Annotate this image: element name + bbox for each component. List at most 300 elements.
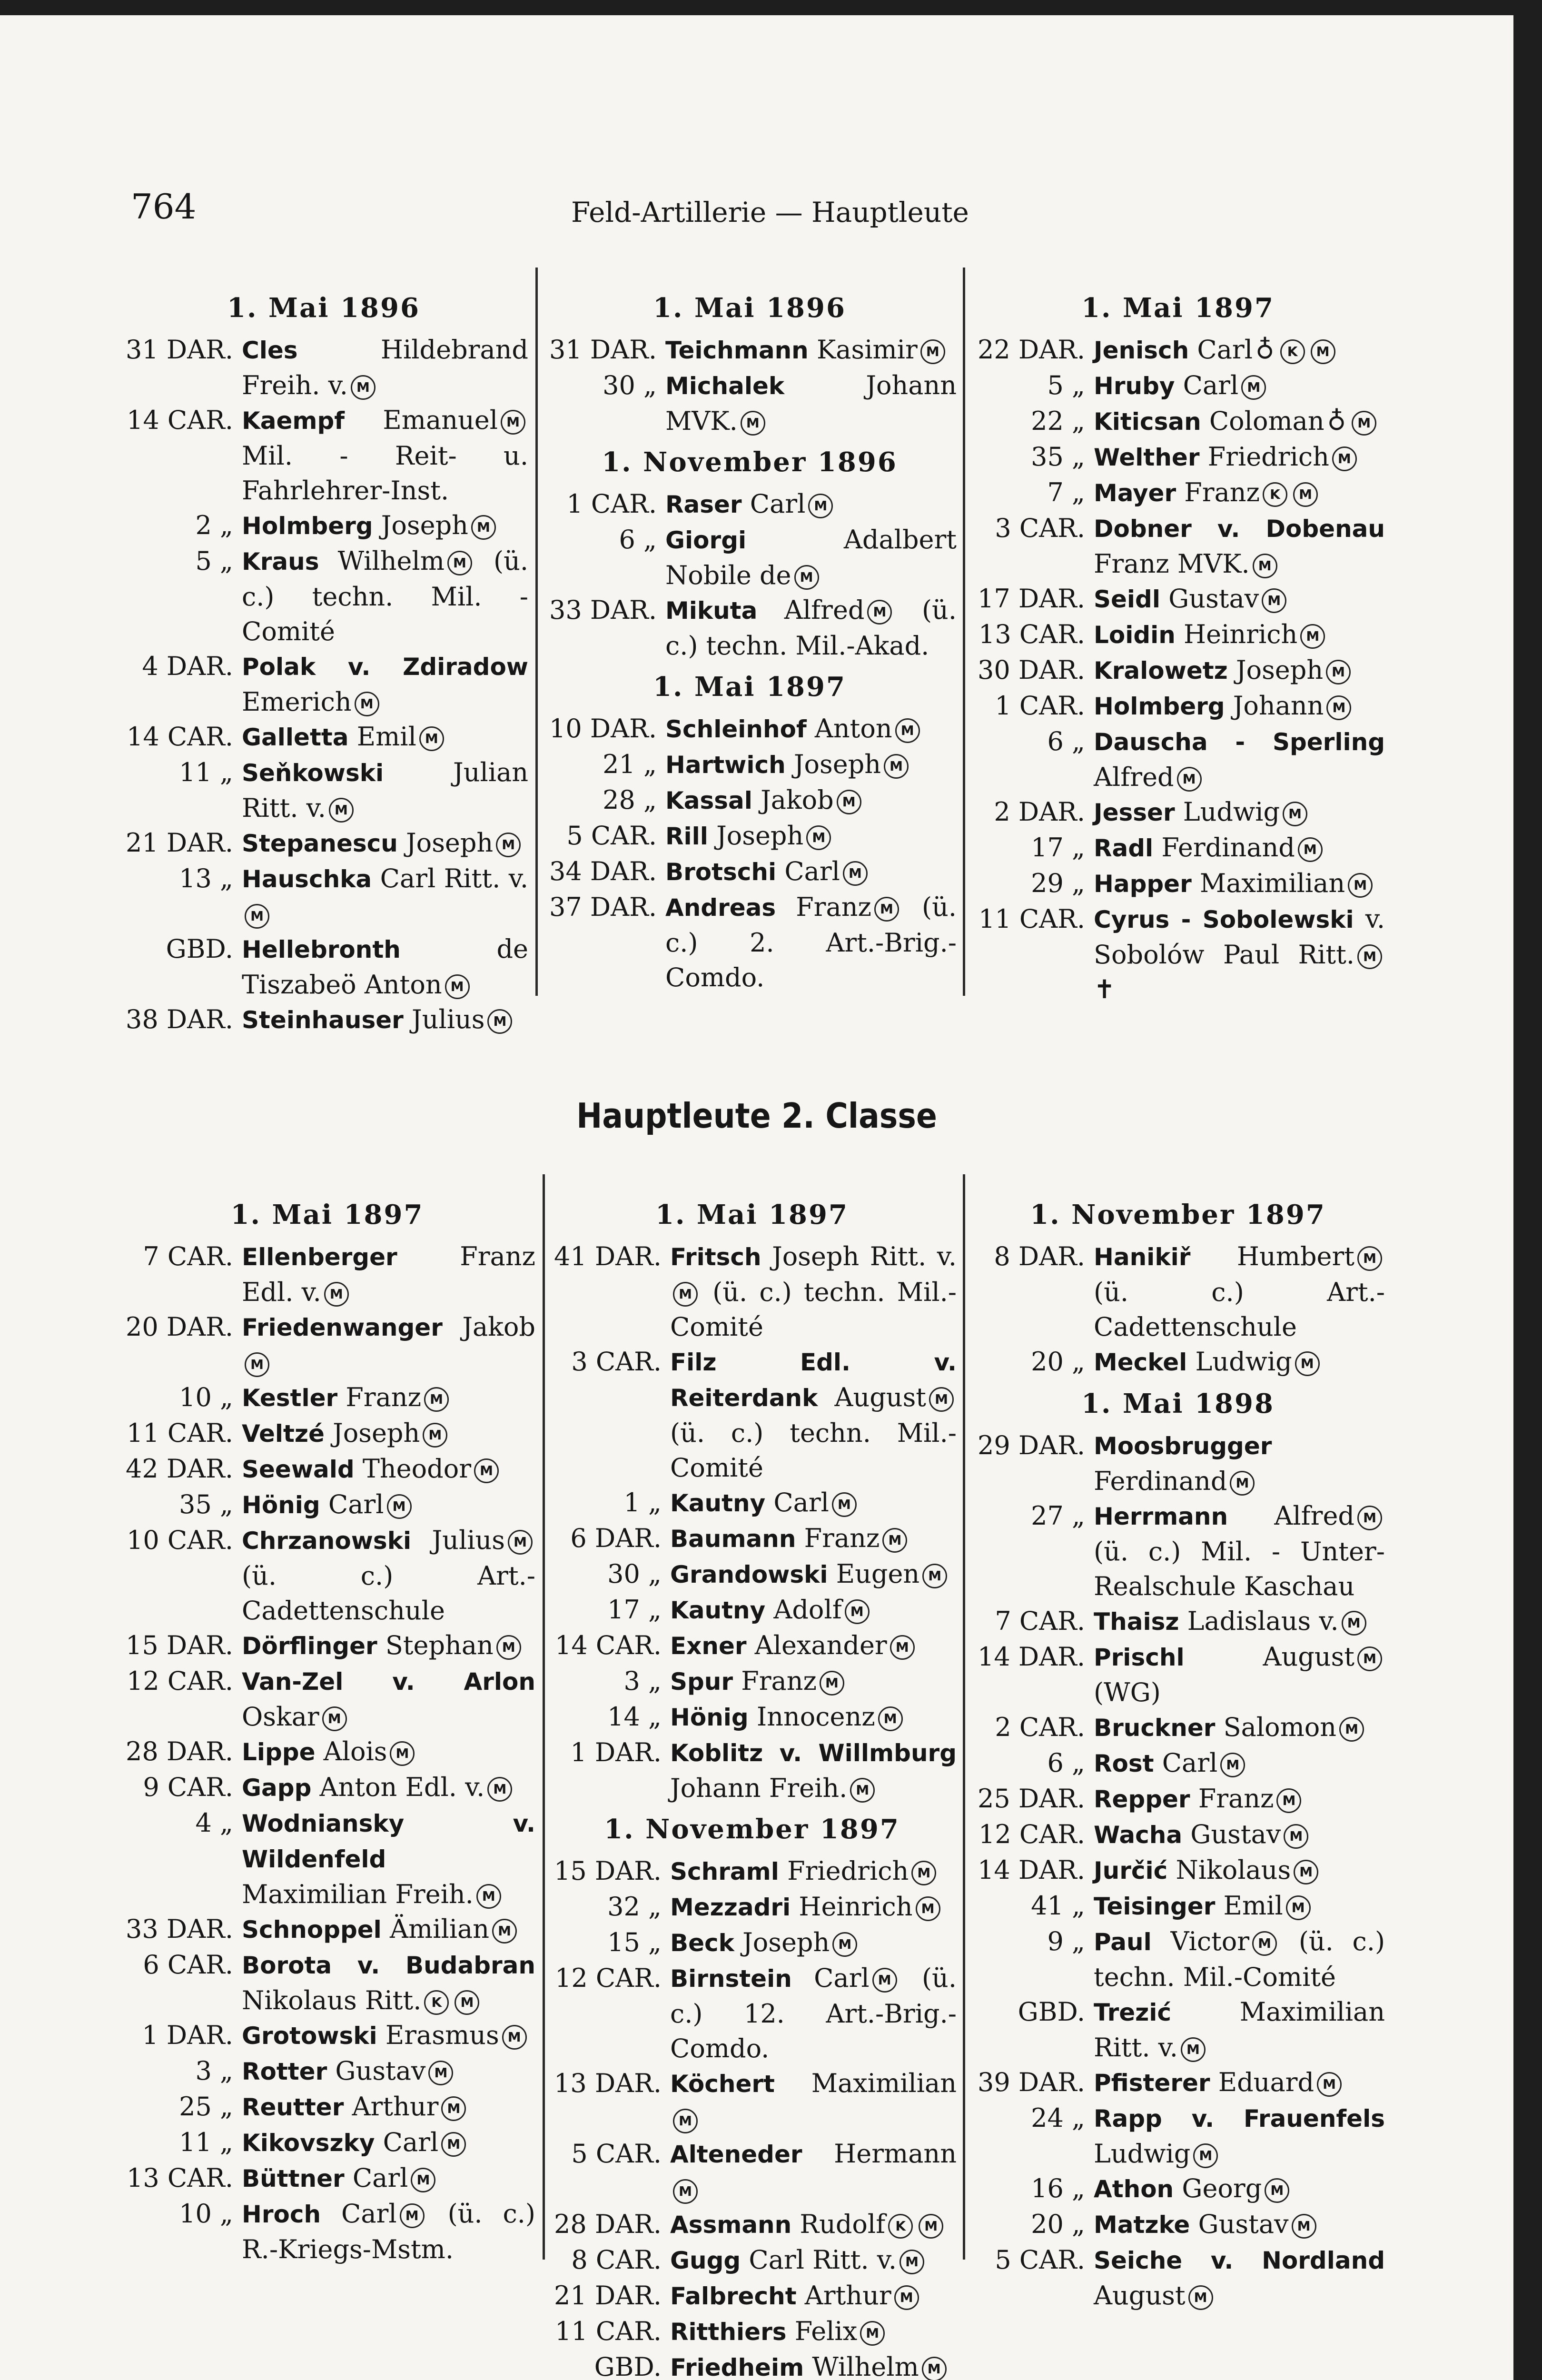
officer-given-name: Carl bbox=[814, 1963, 870, 1993]
officer-given-name: Oskar bbox=[242, 1702, 319, 1732]
officer-given-name: Ludwig bbox=[1183, 797, 1280, 827]
entry-text bbox=[242, 649, 528, 719]
entry-note: (ü. c.) 2. Art.-Brig.-Comdo. bbox=[665, 892, 957, 992]
entry-text bbox=[1094, 794, 1385, 830]
merit-medal-icon: M bbox=[1181, 2037, 1206, 2062]
rank-unit: 14 DAR. bbox=[978, 1642, 1085, 1672]
officer-surname: Schnoppel bbox=[242, 1916, 382, 1944]
entry-text bbox=[665, 486, 957, 522]
rank-unit: 17 „ bbox=[607, 1595, 662, 1625]
list-entry bbox=[971, 368, 1385, 404]
rank-unit: 1 CAR. bbox=[566, 489, 657, 519]
rank-unit: 31 DAR. bbox=[549, 335, 657, 365]
list-entry bbox=[971, 830, 1385, 866]
rank-unit: 2 „ bbox=[195, 510, 233, 540]
entry-text bbox=[242, 1912, 535, 1947]
officer-surname: Gugg bbox=[670, 2247, 741, 2274]
entry-text bbox=[665, 711, 957, 747]
rank-unit: 7 „ bbox=[1047, 477, 1085, 507]
officer-surname: Jurčić bbox=[1094, 1857, 1168, 1884]
merit-medal-icon: M bbox=[502, 2025, 527, 2050]
running-head: Feld-Artillerie — Hauptleute bbox=[571, 196, 969, 228]
officer-surname: Hartwich bbox=[665, 751, 786, 779]
entry-text bbox=[1094, 1498, 1385, 1604]
merit-medal-icon: M bbox=[919, 2214, 943, 2239]
list-entry bbox=[119, 1002, 528, 1038]
rank-unit: 35 „ bbox=[179, 1489, 233, 1519]
entry-text bbox=[665, 818, 957, 854]
merit-medal-icon: M bbox=[487, 1777, 512, 1802]
entry-text bbox=[242, 2053, 535, 2089]
merit-medal-icon: M bbox=[411, 2168, 435, 2192]
merit-medal-icon: M bbox=[441, 2132, 466, 2157]
list-entry bbox=[543, 593, 957, 663]
merit-medal-icon: M bbox=[1326, 695, 1351, 720]
officer-surname: Thaisz bbox=[1094, 1608, 1179, 1636]
merit-medal-icon: M bbox=[832, 1492, 857, 1517]
merit-medal-icon: M bbox=[400, 2203, 425, 2228]
officer-given-name: Ferdinand bbox=[1094, 1466, 1227, 1496]
entry-text bbox=[242, 1734, 535, 1770]
officer-given-name: Victor bbox=[1170, 1926, 1250, 1956]
merit-medal-icon: M bbox=[1326, 660, 1351, 684]
officer-given-name: Carl bbox=[1162, 1748, 1218, 1778]
rank-unit: 2 DAR. bbox=[994, 797, 1085, 827]
officer-given-name: Ladislaus v. bbox=[1187, 1606, 1339, 1636]
entry-text bbox=[242, 755, 528, 825]
entry-text bbox=[242, 1947, 535, 2018]
list-entry bbox=[547, 1735, 957, 1805]
entry-text bbox=[670, 1735, 957, 1805]
entry-text bbox=[1094, 1853, 1385, 1888]
rank-unit: 5 „ bbox=[1047, 370, 1085, 400]
officer-given-name: Rudolf bbox=[800, 2209, 886, 2239]
merit-medal-icon: M bbox=[929, 1387, 954, 1412]
merit-medal-icon: M bbox=[741, 411, 765, 436]
entry-text bbox=[242, 1002, 528, 1038]
list-entry bbox=[119, 1309, 535, 1380]
entry-text bbox=[242, 1628, 535, 1664]
date-heading: 1. Mai 1897 bbox=[1081, 292, 1275, 324]
merit-medal-icon: M bbox=[508, 1530, 533, 1555]
officer-given-name: Franz bbox=[1184, 477, 1260, 507]
entry-text bbox=[1094, 2207, 1385, 2242]
entry-note: (ü. c.) R.-Kriegs-Mstm. bbox=[242, 2199, 535, 2264]
entry-text bbox=[242, 1309, 535, 1380]
rank-unit: 10 „ bbox=[179, 1382, 233, 1412]
list-entry bbox=[119, 1416, 535, 1451]
list-entry bbox=[119, 719, 528, 755]
list-entry bbox=[119, 508, 528, 544]
list-entry bbox=[547, 1664, 957, 1699]
officer-given-name: Franz bbox=[741, 1666, 817, 1696]
entry-text bbox=[665, 783, 957, 818]
merit-medal-icon: M bbox=[1300, 624, 1325, 649]
entry-text bbox=[1094, 1639, 1385, 1710]
list-entry bbox=[971, 2065, 1385, 2101]
officer-given-name: August bbox=[1263, 1642, 1354, 1672]
rank-unit: 28 „ bbox=[603, 785, 657, 815]
list-entry bbox=[119, 1805, 535, 1912]
merit-medal-icon: M bbox=[673, 1282, 698, 1307]
entry-text bbox=[1094, 439, 1385, 475]
officer-surname: Friedenwanger bbox=[242, 1314, 443, 1341]
officer-given-name: Johann MVK. bbox=[665, 370, 957, 436]
officer-surname: Kikovszky bbox=[242, 2129, 375, 2157]
list-entry bbox=[971, 404, 1385, 439]
merit-medal-icon: M bbox=[471, 515, 496, 540]
merit-medal-icon: M bbox=[894, 2285, 919, 2310]
list-entry bbox=[547, 1521, 957, 1557]
officer-given-name: Jakob bbox=[462, 1312, 535, 1342]
officer-given-name: Joseph Ritt. v. bbox=[772, 1241, 957, 1271]
rank-unit: 30 „ bbox=[607, 1559, 662, 1589]
officer-given-name: Hildebrand Freih. v. bbox=[242, 335, 528, 400]
column-divider bbox=[543, 1174, 545, 2260]
entry-text bbox=[1094, 404, 1385, 439]
officer-given-name: Wilhelm bbox=[812, 2352, 919, 2380]
rank-unit: 22 „ bbox=[1031, 406, 1085, 436]
officer-given-name: Carl Ritt. v. bbox=[749, 2245, 897, 2275]
officer-surname: Hönig bbox=[670, 1704, 749, 1731]
officer-given-name: Emil bbox=[356, 722, 416, 752]
top-column-1 bbox=[119, 284, 528, 1038]
merit-medal-icon: M bbox=[1253, 554, 1277, 578]
list-entry bbox=[547, 2278, 957, 2314]
top-column-3 bbox=[971, 284, 1385, 1007]
merit-medal-icon: M bbox=[922, 2357, 947, 2380]
list-entry bbox=[547, 1239, 957, 1344]
list-entry bbox=[547, 2136, 957, 2207]
officer-surname: Galletta bbox=[242, 724, 349, 751]
rank-unit: 6 DAR. bbox=[570, 1523, 662, 1553]
officer-surname: Holmberg bbox=[1094, 693, 1225, 720]
officer-given-name: Johann Freih. bbox=[670, 1773, 848, 1803]
merit-medal-icon: M bbox=[884, 754, 909, 779]
merit-medal-icon: M bbox=[878, 1706, 903, 1731]
officer-given-name: Ämilian bbox=[390, 1914, 489, 1944]
officer-surname: Jenisch bbox=[1094, 337, 1189, 364]
rank-unit: 29 DAR. bbox=[978, 1430, 1085, 1460]
rank-unit: 39 DAR. bbox=[978, 2067, 1085, 2097]
list-entry bbox=[543, 783, 957, 818]
officer-surname: Cles bbox=[242, 337, 298, 364]
entry-text bbox=[1094, 830, 1385, 866]
officer-surname: Köchert bbox=[670, 2070, 775, 2098]
merit-medal-icon: M bbox=[1193, 2143, 1218, 2168]
rank-unit: 15 DAR. bbox=[126, 1630, 233, 1660]
rank-unit: 38 DAR. bbox=[126, 1004, 233, 1034]
entry-text bbox=[1094, 581, 1385, 617]
officer-surname: Fritsch bbox=[670, 1243, 761, 1271]
officer-given-name: Maximilian bbox=[1199, 868, 1345, 898]
entry-text bbox=[242, 2161, 535, 2196]
officer-surname: Athon bbox=[1094, 2175, 1174, 2203]
rank-unit: 30 DAR. bbox=[978, 655, 1085, 685]
merit-medal-icon: M bbox=[245, 904, 269, 929]
rank-unit: 15 „ bbox=[607, 1927, 662, 1957]
officer-given-name: Gustav bbox=[1190, 1819, 1281, 1849]
entry-text bbox=[670, 1521, 957, 1557]
officer-surname: Chrzanowski bbox=[242, 1527, 412, 1555]
date-heading: 1. November 1897 bbox=[604, 1814, 900, 1845]
officer-surname: Pfisterer bbox=[1094, 2069, 1210, 2097]
list-entry bbox=[543, 332, 957, 368]
entry-text bbox=[242, 1380, 535, 1416]
officer-surname: Hroch bbox=[242, 2201, 321, 2228]
list-entry bbox=[119, 1912, 535, 1947]
officer-surname: Filz Edl. v. Reiterdank bbox=[670, 1349, 957, 1412]
list-entry bbox=[971, 794, 1385, 830]
rank-unit: 3 CAR. bbox=[571, 1347, 662, 1377]
entry-note: Mil. - Reit- u. Fahrlehrer-Inst. bbox=[242, 441, 528, 506]
officer-given-name: Eugen bbox=[836, 1559, 920, 1589]
list-entry bbox=[971, 1853, 1385, 1888]
list-entry bbox=[971, 1924, 1385, 1994]
list-entry bbox=[547, 1628, 957, 1664]
entry-text bbox=[665, 332, 957, 368]
entry-text bbox=[242, 719, 528, 755]
entry-text bbox=[670, 2207, 957, 2242]
list-entry bbox=[119, 1664, 535, 1734]
entry-text bbox=[242, 1770, 535, 1805]
list-entry bbox=[543, 368, 957, 438]
date-heading: 1. Mai 1896 bbox=[227, 292, 420, 324]
officer-given-name: Alfred bbox=[784, 595, 865, 625]
list-entry bbox=[547, 1344, 957, 1485]
merit-medal-icon: M bbox=[496, 1635, 521, 1660]
entry-text bbox=[1094, 902, 1385, 1007]
officer-given-name: Emil bbox=[1223, 1891, 1283, 1921]
officer-surname: Repper bbox=[1094, 1785, 1190, 1813]
officer-surname: Reutter bbox=[242, 2093, 344, 2121]
officer-surname: Mikuta bbox=[665, 597, 758, 625]
rank-unit: 20 „ bbox=[1031, 2209, 1085, 2239]
officer-given-name: Ferdinand bbox=[1161, 833, 1295, 863]
officer-given-name: Maximilian bbox=[811, 2068, 957, 2098]
entry-text bbox=[1094, 2242, 1385, 2313]
officer-surname: Dörflinger bbox=[242, 1632, 377, 1660]
officer-surname: Dauscha - Sperling bbox=[1094, 728, 1385, 756]
entry-text bbox=[242, 2125, 535, 2161]
officer-surname: Van-Zel v. Arlon bbox=[242, 1668, 535, 1696]
merit-medal-icon: M bbox=[1188, 2285, 1213, 2310]
entry-text bbox=[665, 854, 957, 890]
merit-medal-icon: M bbox=[850, 1778, 875, 1803]
merit-medal-icon: M bbox=[1348, 873, 1373, 898]
officer-surname: Alteneder bbox=[670, 2141, 802, 2168]
officer-surname: Seňkowski bbox=[242, 759, 384, 787]
merit-medal-icon: M bbox=[1286, 1895, 1311, 1920]
officer-surname: Moosbrugger bbox=[1094, 1432, 1272, 1460]
merit-medal-icon: M bbox=[860, 2321, 885, 2346]
list-entry bbox=[971, 2207, 1385, 2242]
officer-surname: Baumann bbox=[670, 1525, 796, 1553]
merit-medal-icon: M bbox=[895, 718, 920, 743]
officer-surname: Falbrecht bbox=[670, 2282, 797, 2310]
officer-given-name: Julius bbox=[432, 1525, 505, 1555]
list-entry bbox=[971, 724, 1385, 794]
entry-text bbox=[1094, 1924, 1385, 1994]
officer-surname: Hruby bbox=[1094, 372, 1175, 400]
entry-text bbox=[670, 1699, 957, 1735]
rank-unit: 3 „ bbox=[195, 2056, 233, 2086]
rank-unit: 3 CAR. bbox=[995, 513, 1085, 543]
list-entry bbox=[119, 861, 528, 932]
list-entry bbox=[543, 747, 957, 783]
rank-unit: 3 „ bbox=[623, 1666, 662, 1696]
officer-given-name: Carl bbox=[352, 2163, 408, 2193]
merit-medal-icon: M bbox=[843, 861, 868, 886]
merit-medal-icon: M bbox=[1262, 588, 1286, 613]
officer-given-name: v. Sobolów Paul Ritt. bbox=[1094, 904, 1385, 970]
rank-unit: 12 CAR. bbox=[126, 1666, 233, 1696]
merit-medal-icon: M bbox=[1252, 1931, 1277, 1956]
officer-surname: Prischl bbox=[1094, 1644, 1185, 1671]
list-entry bbox=[119, 1628, 535, 1664]
merit-medal-icon: M bbox=[673, 2179, 698, 2204]
list-entry bbox=[971, 1781, 1385, 1817]
officer-surname: Mezzadri bbox=[670, 1894, 791, 1921]
merit-medal-icon: M bbox=[324, 1282, 349, 1307]
officer-surname: Friedheim bbox=[670, 2354, 804, 2380]
entry-text bbox=[242, 2089, 535, 2125]
rank-unit: 7 CAR. bbox=[995, 1606, 1085, 1636]
officer-given-name: Arthur bbox=[352, 2092, 439, 2122]
list-entry bbox=[971, 1745, 1385, 1781]
entry-note: (ü. c.) Mil. - Unter-Realschule Kaschau bbox=[1094, 1537, 1385, 1601]
list-entry bbox=[119, 2053, 535, 2089]
list-entry bbox=[971, 1888, 1385, 1924]
officer-given-name: Erasmus bbox=[385, 2020, 499, 2050]
rank-unit: 21 DAR. bbox=[126, 828, 233, 858]
list-entry bbox=[971, 1239, 1385, 1344]
officer-given-name: Franz bbox=[346, 1382, 422, 1412]
rank-unit: 14 DAR. bbox=[978, 1855, 1085, 1885]
officer-surname: Kautny bbox=[670, 1597, 766, 1624]
entry-text bbox=[1094, 2171, 1385, 2207]
officer-surname: Schraml bbox=[670, 1858, 779, 1885]
officer-given-name: Joseph bbox=[381, 510, 468, 540]
merit-medal-icon: M bbox=[496, 833, 521, 857]
merit-medal-icon: M bbox=[1357, 944, 1382, 969]
merit-medal-icon: M bbox=[867, 600, 892, 625]
rank-unit: 13 CAR. bbox=[978, 619, 1085, 649]
rank-unit: 29 „ bbox=[1031, 868, 1085, 898]
officer-given-name: Felix bbox=[794, 2316, 858, 2346]
officer-given-name: Carl bbox=[750, 489, 806, 519]
entry-text bbox=[1094, 332, 1385, 368]
officer-given-name: Julian Ritt. v. bbox=[242, 757, 528, 823]
rank-unit: 34 DAR. bbox=[549, 856, 657, 886]
officer-surname: Spur bbox=[670, 1668, 733, 1696]
rank-unit: 28 DAR. bbox=[126, 1736, 233, 1766]
list-entry bbox=[119, 2018, 535, 2053]
officer-surname: Loidin bbox=[1094, 621, 1176, 649]
rank-unit: 41 DAR. bbox=[554, 1241, 662, 1271]
rank-unit: 24 „ bbox=[1031, 2103, 1085, 2133]
officer-given-name: Julius bbox=[412, 1004, 485, 1034]
officer-given-name: Emerich bbox=[242, 687, 352, 717]
officer-given-name: Arthur bbox=[804, 2281, 891, 2311]
entry-note: (ü. c.) techn. Mil. - Comité bbox=[242, 546, 529, 646]
merit-medal-icon: M bbox=[441, 2096, 466, 2121]
officer-given-name: Eduard bbox=[1218, 2067, 1315, 2097]
rank-unit: 41 „ bbox=[1031, 1891, 1085, 1921]
merit-medal-icon: M bbox=[1293, 482, 1318, 507]
entry-text bbox=[1094, 1781, 1385, 1817]
rank-unit: 21 DAR. bbox=[554, 2281, 662, 2311]
rank-unit: 6 „ bbox=[1047, 726, 1085, 756]
list-entry bbox=[547, 1699, 957, 1735]
officer-surname: Schleinhof bbox=[665, 715, 807, 743]
rank-unit: 13 CAR. bbox=[126, 2163, 233, 2193]
list-entry bbox=[971, 2242, 1385, 2313]
officer-given-name: August bbox=[834, 1382, 926, 1412]
rank-unit: 11 CAR. bbox=[554, 2316, 662, 2346]
entry-note: (ü. c.) techn. Mil.-Akad. bbox=[665, 595, 957, 661]
entry-text bbox=[242, 1487, 535, 1523]
rank-unit: 7 CAR. bbox=[143, 1241, 233, 1271]
rank-unit: 21 „ bbox=[603, 749, 657, 779]
rank-unit: GBD. bbox=[594, 2352, 662, 2380]
officer-given-name: Salomon bbox=[1223, 1712, 1337, 1742]
officer-given-name: Gustav bbox=[1198, 2209, 1289, 2239]
officer-given-name: Emanuel bbox=[383, 405, 498, 435]
entry-text bbox=[1094, 1428, 1385, 1498]
column-divider bbox=[963, 1174, 965, 2260]
merit-medal-icon: M bbox=[1317, 2072, 1342, 2097]
entry-text bbox=[670, 1854, 957, 1889]
merit-medal-icon: M bbox=[920, 339, 945, 364]
officer-surname: Radl bbox=[1094, 834, 1154, 862]
officer-given-name: Carl bbox=[1197, 335, 1253, 365]
officer-surname: Rill bbox=[665, 823, 708, 850]
officer-surname: Kautny bbox=[670, 1489, 766, 1517]
merit-medal-icon: M bbox=[445, 974, 470, 999]
rank-unit: GBD. bbox=[1018, 1997, 1085, 2027]
rank-unit: 1 „ bbox=[623, 1488, 662, 1517]
officer-surname: Andreas bbox=[665, 894, 776, 922]
officer-surname: Beck bbox=[670, 1929, 734, 1957]
list-entry bbox=[119, 1451, 535, 1487]
war-medal-icon: K bbox=[1263, 482, 1287, 507]
rank-unit: 8 CAR. bbox=[571, 2245, 662, 2275]
list-entry bbox=[119, 2161, 535, 2196]
merit-medal-icon: M bbox=[900, 2250, 924, 2274]
merit-medal-icon: M bbox=[890, 1635, 915, 1660]
merit-medal-icon: M bbox=[874, 897, 899, 922]
date-heading: 1. November 1896 bbox=[602, 446, 898, 478]
entry-text bbox=[665, 368, 957, 438]
officer-given-name: Ludwig bbox=[1094, 2139, 1191, 2169]
list-entry bbox=[971, 617, 1385, 653]
officer-surname: Hanikiř bbox=[1094, 1243, 1191, 1271]
officer-surname: Mayer bbox=[1094, 479, 1176, 507]
officer-surname: Welther bbox=[1094, 444, 1200, 471]
column-divider bbox=[963, 268, 965, 996]
officer-surname: Büttner bbox=[242, 2165, 345, 2192]
entry-text bbox=[1094, 368, 1385, 404]
list-entry bbox=[971, 1639, 1385, 1710]
officer-given-name: Gustav bbox=[335, 2056, 426, 2086]
list-entry bbox=[119, 825, 528, 861]
list-entry bbox=[119, 1734, 535, 1770]
entry-note: (ü. c.) Art.-Cadettenschule bbox=[242, 1561, 535, 1626]
rank-unit: 1 CAR. bbox=[995, 691, 1085, 721]
officer-surname: Kraus bbox=[242, 548, 319, 575]
officer-given-name: Georg bbox=[1182, 2173, 1262, 2203]
